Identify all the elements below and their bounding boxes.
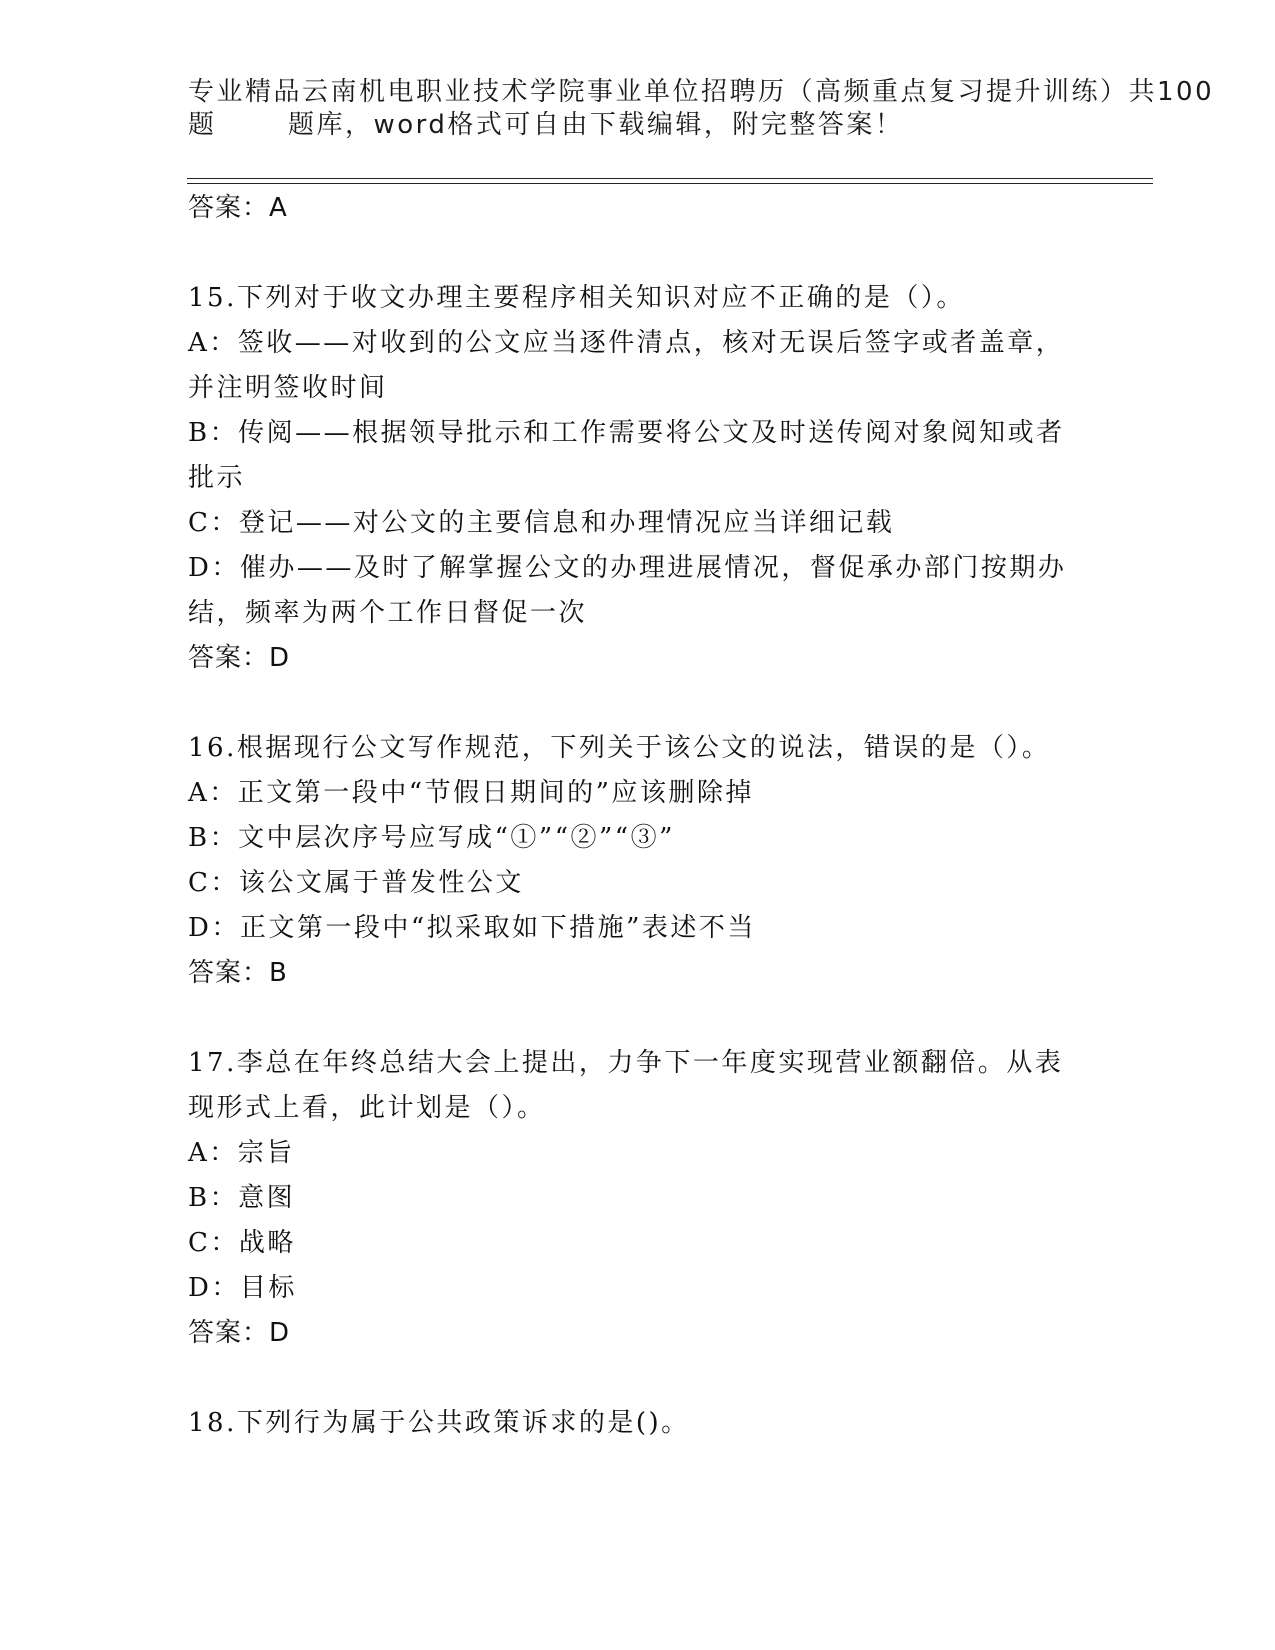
question-stem: 16.根据现行公文写作规范，下列关于该公文的说法，错误的是（）。 [188,733,1051,763]
question-17 [188,1041,1088,1356]
answer: 答案：D [188,643,291,673]
option-c: C：战略 [188,1228,296,1258]
question-18 [188,1401,1088,1446]
page-header [188,70,1215,140]
question-stem: 18.下列行为属于公共政策诉求的是()。 [188,1408,690,1438]
option-d: D：正文第一段中“拟采取如下措施”表述不当 [188,913,756,943]
question-content [188,186,1088,1446]
option-a: A：正文第一段中“节假日期间的”应该删除掉 [188,778,754,808]
option-a-cont: 并注明签收时间 [188,373,388,403]
spacer [188,681,1088,726]
option-a: A：签收——对收到的公文应当逐件清点，核对无误后签字或者盖章， [188,328,1065,358]
header-line-1: 专业精品云南机电职业技术学院事业单位招聘历（高频重点复习提升训练）共100 [188,77,1215,107]
option-a: A：宗旨 [188,1138,295,1168]
header-line-2 [188,103,1068,140]
option-b: B：传阅——根据领导批示和工作需要将公文及时送传阅对象阅知或者 [188,418,1065,448]
question-stem-cont: 现形式上看，此计划是（）。 [188,1093,546,1123]
spacer [188,996,1088,1041]
question-stem: 15.下列对于收文办理主要程序相关知识对应不正确的是（）。 [188,283,965,313]
question-15 [188,276,1088,681]
option-b-cont: 批示 [188,463,246,493]
spacer [188,231,1088,276]
option-b: B：意图 [188,1183,296,1213]
header-rule-top [187,178,1153,179]
question-stem: 17.李总在年终总结大会上提出，力争下一年度实现营业额翻倍。从表 [188,1048,1064,1078]
question-16 [188,726,1088,996]
option-c: C：该公文属于普发性公文 [188,868,524,898]
option-b: B：文中层次序号应写成“①”“②”“③” [188,823,675,853]
answer: 答案：D [188,1318,291,1348]
option-d: D：催办——及时了解掌握公文的办理进展情况，督促承办部门按期办 [188,553,1067,583]
header-rule-bottom [187,183,1153,184]
option-c: C：登记——对公文的主要信息和办理情况应当详细记载 [188,508,895,538]
spacer [188,1356,1088,1401]
previous-answer: 答案：A [188,193,288,223]
header-line-2-left: 题 [188,110,217,140]
header-line-2-right: 题库，word格式可自由下载编辑，附完整答案！ [288,110,904,140]
option-d: D：目标 [188,1273,297,1303]
answer: 答案：B [188,958,288,988]
option-d-cont: 结，频率为两个工作日督促一次 [188,598,588,628]
